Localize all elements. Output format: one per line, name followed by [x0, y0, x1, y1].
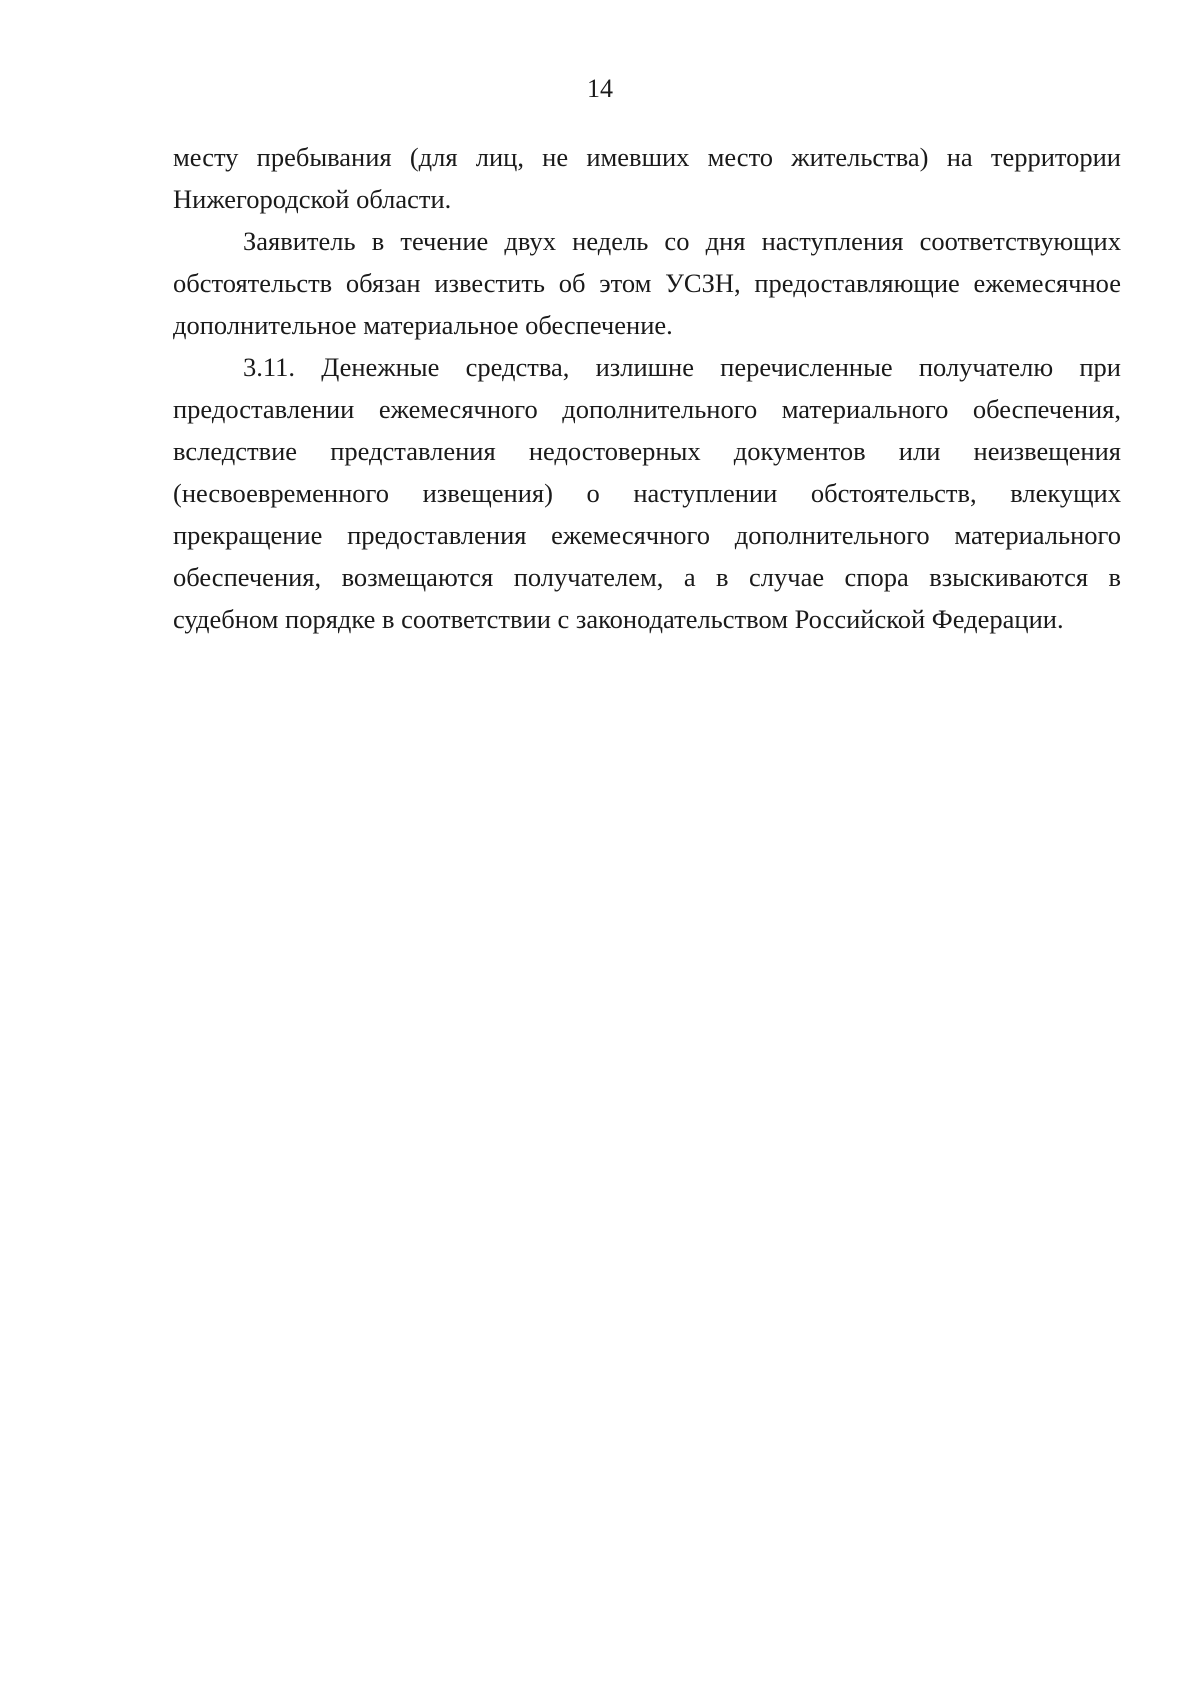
document-body — [173, 136, 1121, 640]
paragraph-applicant-notice: Заявитель в течение двух недель со дня наступления соответствующих обстоятельств обязан известить об этом УСЗН, предоставляющие ежемесячное дополнительное материальное обеспечение. — [173, 226, 1121, 340]
page-number: 14 — [587, 74, 613, 103]
paragraph-section-3-11: 3.11. Денежные средства, излишне перечисленные получателю при предоставлении ежемесячного дополнительного материального обеспечения, вследствие представления недостоверных документов или неизвещения (несвоевременного извещения) о наступлении обстоятельств, влекущих прекращение предоставления ежемесячного дополнительного материального обеспечения, возмещаются получателем, а в случае спора взыскиваются в судебном порядке в соответствии с законодательством Российской Федерации. — [173, 352, 1121, 634]
paragraph-continuation: месту пребывания (для лиц, не имевших место жительства) на территории Нижегородской области. — [173, 142, 1121, 214]
